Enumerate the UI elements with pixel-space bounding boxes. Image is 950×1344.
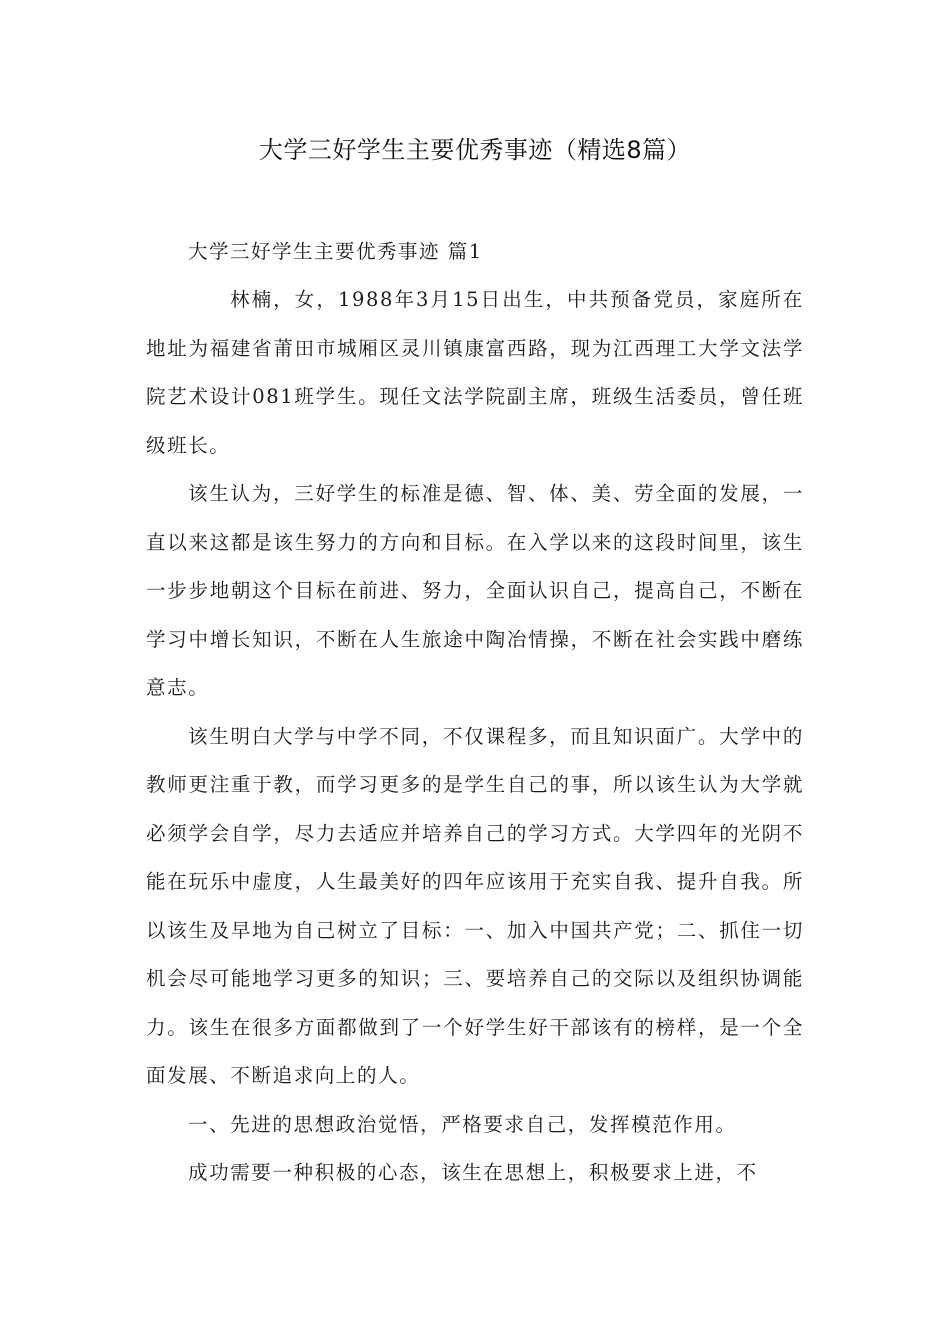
document-body bbox=[146, 228, 804, 1198]
paragraph-point-one: 一、先进的思想政治觉悟，严格要求自己，发挥模范作用。 bbox=[188, 1112, 737, 1136]
paragraph-standards: 该生认为，三好学生的标准是德、智、体、美、劳全面的发展，一直以来这都是该生努力的方向和目标。在入学以来的这段时间里，该生一步步地朝这个目标在前进、努力，全面认识自己，提高自己，不断在学习中增长知识，不断在人生旅途中陶冶情操，不断在社会实践中磨练意志。 bbox=[146, 482, 804, 699]
document-title: 大学三好学生主要优秀事迹（精选8篇） bbox=[258, 136, 692, 164]
paragraph-study: 该生明白大学与中学不同，不仅课程多，而且知识面广。大学中的教师更注重于教，而学习更多的是学生自己的事，所以该生认为大学就必须学会自学，尽力去适应并培养自己的学习方式。大学四年的光阴不能在玩乐中虚度，人生最美好的四年应该用于充实自我、提升自我。所以该生及早地为自己树立了目标：一、加入中国共产党；二、抓住一切机会尽可能地学习更多的知识；三、要培养自己的交际以及组织协调能力。该生在很多方面都做到了一个好学生好干部该有的榜样，是一个全面发展、不断追求向上的人。 bbox=[146, 724, 804, 1087]
paragraph-profile: 林楠，女，1988年3月15日出生，中共预备党员，家庭所在地址为福建省莆田市城厢区灵川镇康富西路，现为江西理工大学文法学院艺术设计081班学生。现任文法学院副主席，班级生活委员，曾任班级班长。 bbox=[146, 288, 804, 457]
paragraph-attitude: 成功需要一种积极的心态，该生在思想上，积极要求上进，不 bbox=[188, 1161, 758, 1184]
section-heading: 大学三好学生主要优秀事迹 篇1 bbox=[188, 240, 483, 263]
